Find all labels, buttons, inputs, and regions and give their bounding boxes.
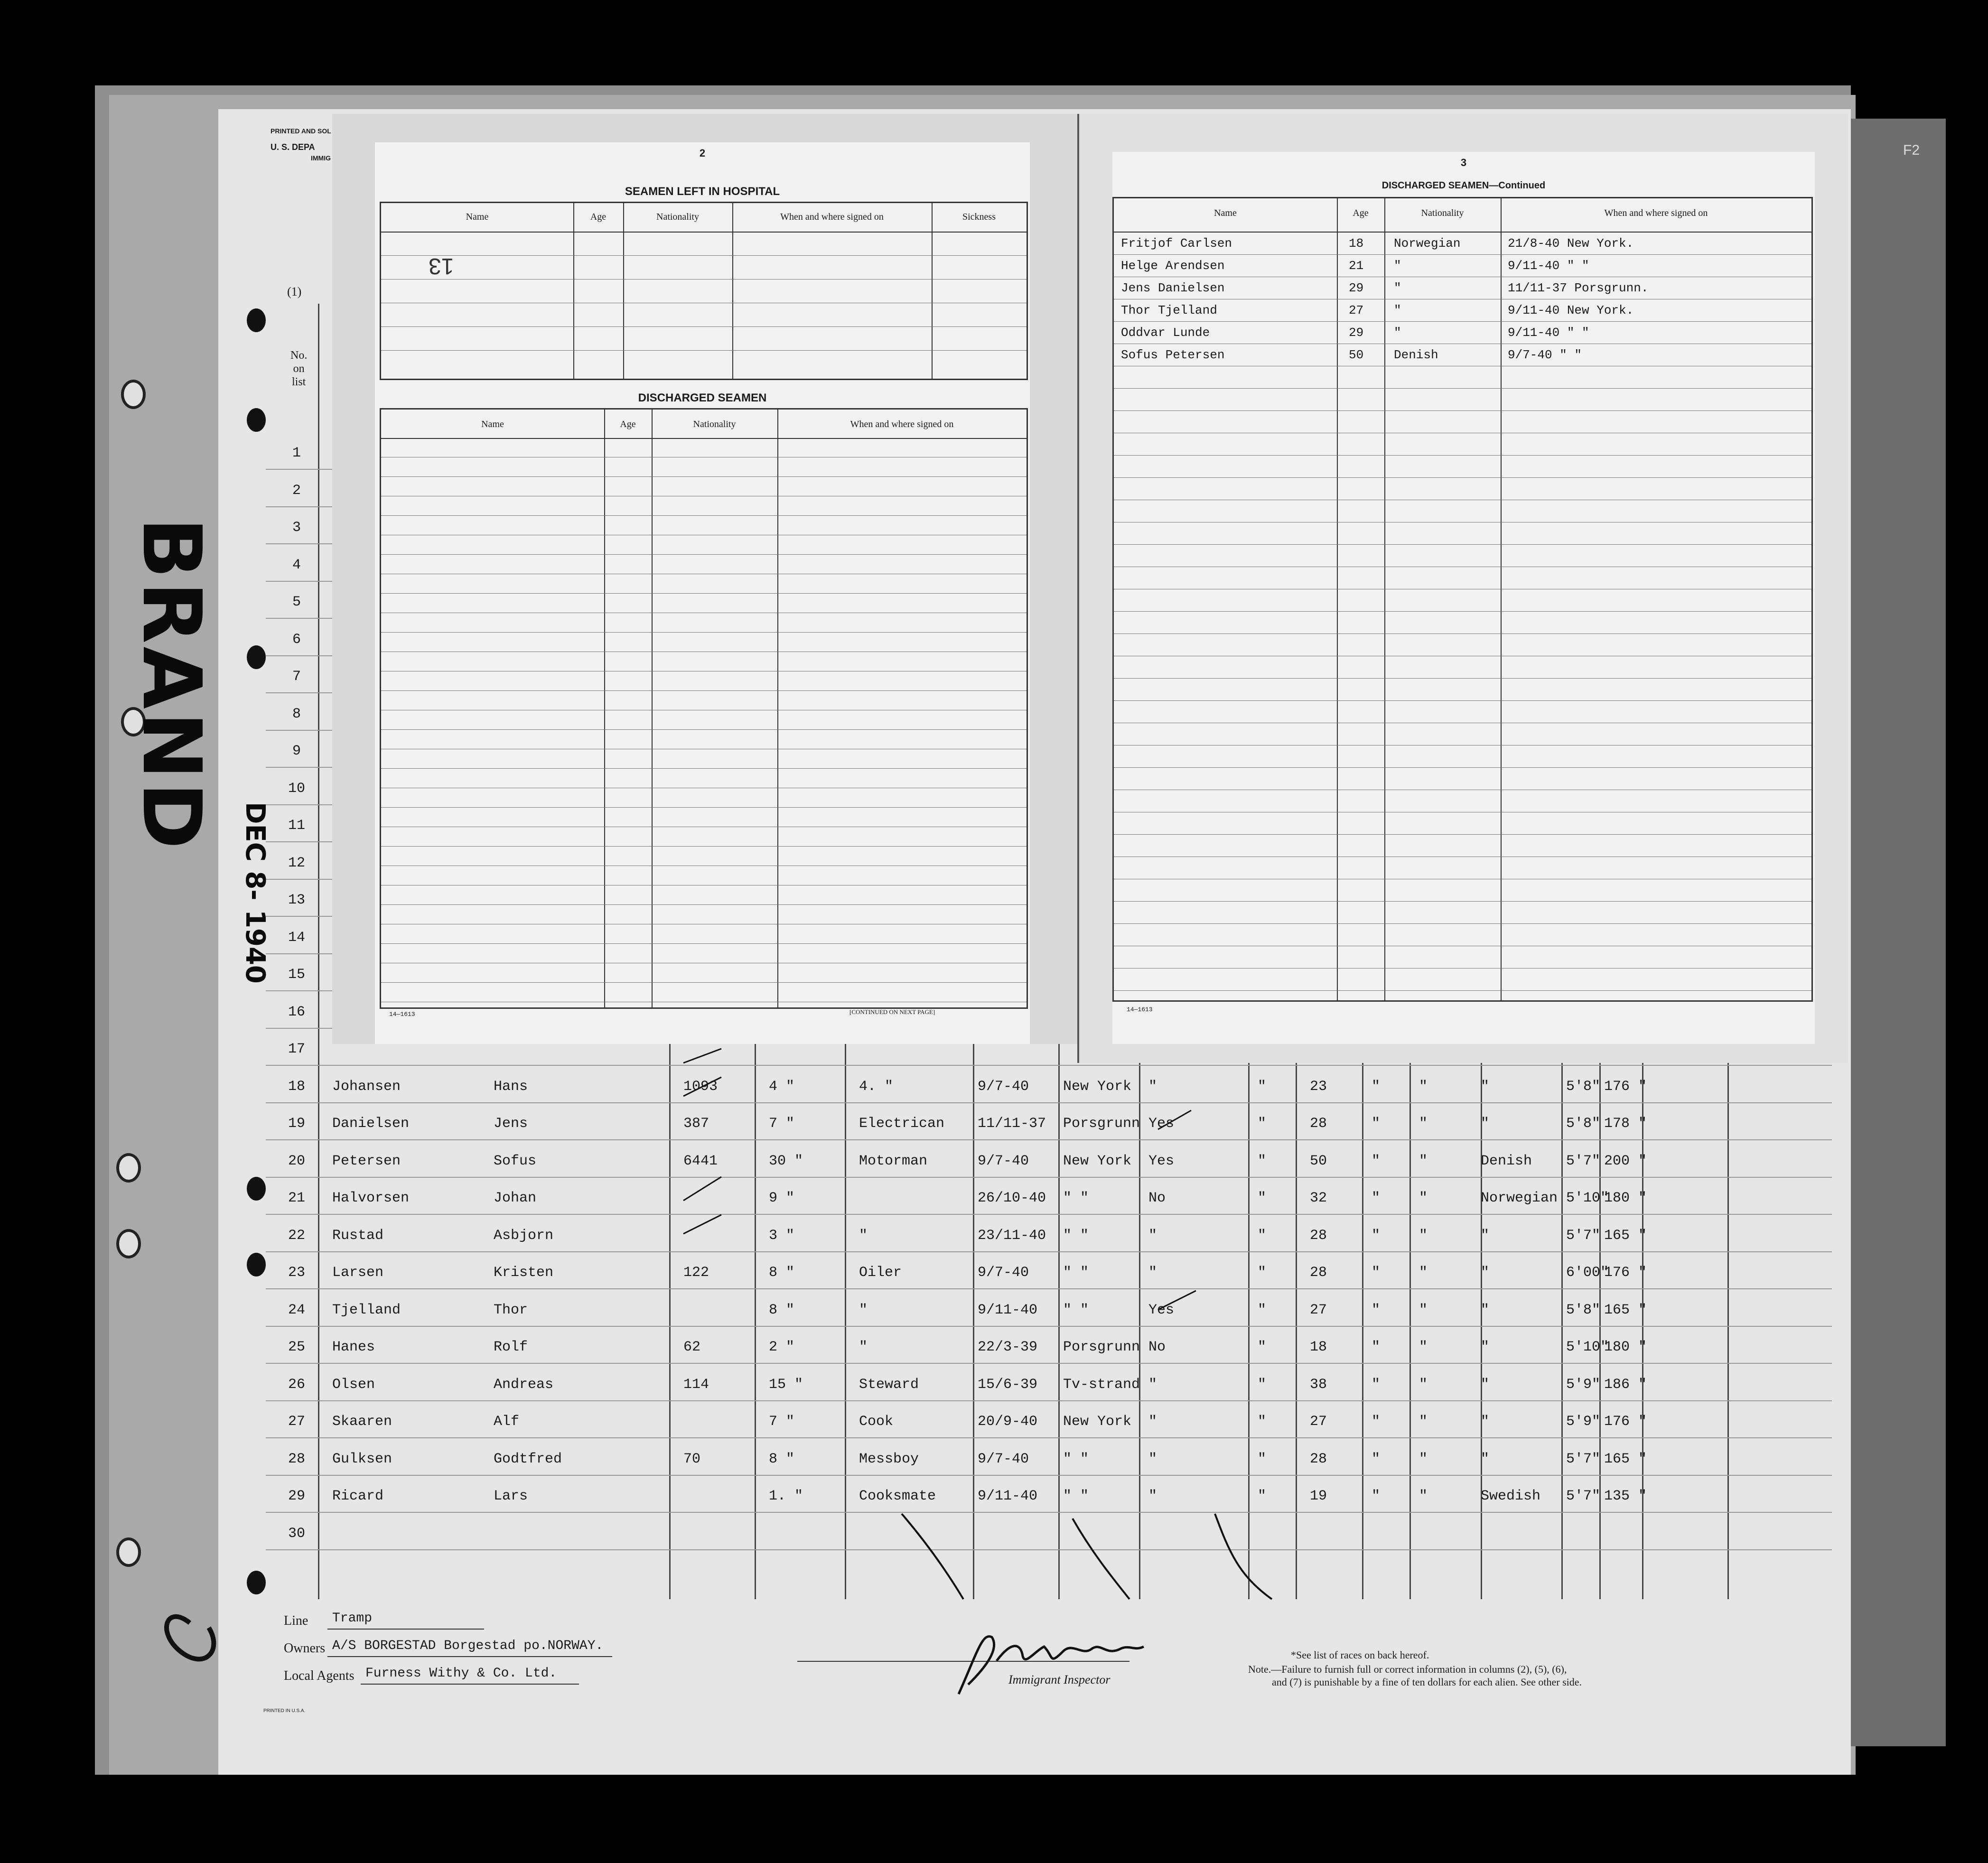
cell-given-name: Kristen bbox=[494, 1265, 554, 1281]
cell-col-mark: " bbox=[1419, 1078, 1428, 1095]
row-number: 17 bbox=[288, 1041, 305, 1057]
cell-col-answer: " bbox=[1148, 1488, 1157, 1504]
cell-place-signed: Tv-strand bbox=[1063, 1376, 1140, 1393]
cell-col-answer: " bbox=[1148, 1078, 1157, 1095]
cell-years: 8 " bbox=[769, 1302, 795, 1318]
cell-date-signed: 9/11-40 bbox=[978, 1302, 1038, 1318]
cell-weight: 165 " bbox=[1604, 1302, 1647, 1318]
cell-col-mark: " bbox=[1372, 1451, 1381, 1467]
cell-weight: 176 " bbox=[1604, 1414, 1647, 1430]
cell-rank: Steward bbox=[859, 1376, 919, 1393]
discharged-nationality: Denish bbox=[1394, 348, 1438, 362]
row-number: 1 bbox=[292, 445, 301, 461]
discharged-continued-title: DISCHARGED SEAMEN—Continued bbox=[1381, 180, 1546, 191]
cell-nationality: " bbox=[1481, 1339, 1490, 1355]
cell-col-answer: Yes bbox=[1148, 1302, 1175, 1318]
cell-col-mark: " bbox=[1258, 1488, 1267, 1504]
cell-weight: 135 " bbox=[1604, 1488, 1647, 1504]
cell-place-signed: " " bbox=[1063, 1227, 1089, 1244]
cell-height: 5'7" bbox=[1566, 1153, 1601, 1169]
cell-col-answer: No bbox=[1148, 1190, 1166, 1206]
cell-date-signed: 9/7-40 bbox=[978, 1078, 1029, 1095]
immig-label: IMMIG bbox=[311, 154, 331, 162]
row-number: 30 bbox=[288, 1525, 305, 1542]
cell-col-mark: " bbox=[1258, 1190, 1267, 1206]
discharged-signed-on: 9/7-40 " " bbox=[1508, 348, 1582, 362]
hospital-title: SEAMEN LEFT IN HOSPITAL bbox=[625, 185, 780, 198]
cell-height: 5'8" bbox=[1566, 1078, 1601, 1095]
cell-col-mark: " bbox=[1372, 1488, 1381, 1504]
cell-age: 50 bbox=[1310, 1153, 1327, 1169]
note-line-2: and (7) is punishable by a fine of ten dollars for each alien. See other side. bbox=[1272, 1676, 1582, 1688]
cell-height: 5'7" bbox=[1566, 1227, 1601, 1244]
col-age: Age bbox=[620, 419, 636, 429]
cell-height: 5'8" bbox=[1566, 1302, 1601, 1318]
row-number: 11 bbox=[288, 818, 305, 834]
cell-years: 30 " bbox=[769, 1153, 803, 1169]
col-age: Age bbox=[1353, 208, 1369, 218]
col-sickness: Sickness bbox=[962, 212, 996, 222]
discharged-name: Fritjof Carlsen bbox=[1121, 236, 1232, 251]
col-signed-on: When and where signed on bbox=[850, 419, 954, 429]
cell-given-name: Alf bbox=[494, 1414, 520, 1430]
discharged-signed-on: 9/11-40 " " bbox=[1508, 326, 1589, 340]
row-number: 3 bbox=[292, 520, 301, 536]
cell-nationality: " bbox=[1481, 1414, 1490, 1430]
row-number: 18 bbox=[288, 1078, 305, 1095]
cell-age: 28 bbox=[1310, 1265, 1327, 1281]
discharged-name: Helge Arendsen bbox=[1121, 259, 1225, 273]
cell-age: 27 bbox=[1310, 1302, 1327, 1318]
cell-surname: Larsen bbox=[332, 1265, 384, 1281]
cell-nationality: " bbox=[1481, 1451, 1490, 1467]
cell-col-mark: " bbox=[1419, 1190, 1428, 1206]
cell-weight: 200 " bbox=[1604, 1153, 1647, 1169]
corner-mark: F2 bbox=[1903, 142, 1920, 158]
cell-given-name: Andreas bbox=[494, 1376, 554, 1393]
cell-nationality: " bbox=[1481, 1265, 1490, 1281]
row-number: 7 bbox=[292, 669, 301, 685]
discharged-age: 29 bbox=[1349, 326, 1364, 340]
discharged-age: 29 bbox=[1349, 281, 1364, 295]
cell-date-signed: 9/7-40 bbox=[978, 1265, 1029, 1281]
cell-nationality: " bbox=[1481, 1376, 1490, 1393]
cell-date-signed: 26/10-40 bbox=[978, 1190, 1046, 1206]
cell-col-answer: " bbox=[1148, 1265, 1157, 1281]
cell-given-name: Lars bbox=[494, 1488, 528, 1504]
discharged-age: 18 bbox=[1349, 236, 1364, 251]
row-number: 13 bbox=[288, 892, 305, 908]
discharged-age: 27 bbox=[1349, 303, 1364, 317]
cell-col-answer: Yes bbox=[1148, 1153, 1175, 1169]
cell-number: 70 bbox=[683, 1451, 701, 1467]
discharged-signed-on: 9/11-40 New York. bbox=[1508, 303, 1634, 317]
cell-nationality: Norwegian bbox=[1481, 1190, 1558, 1206]
cell-col-mark: " bbox=[1419, 1116, 1428, 1132]
cell-given-name: Rolf bbox=[494, 1339, 528, 1355]
cell-place-signed: Porsgrunn bbox=[1063, 1339, 1140, 1355]
cell-col-answer: " bbox=[1148, 1451, 1157, 1467]
discharged-signed-on: 21/8-40 New York. bbox=[1508, 236, 1634, 251]
cell-number: 6441 bbox=[683, 1153, 718, 1169]
cell-years: 2 " bbox=[769, 1339, 795, 1355]
row-number: 21 bbox=[288, 1190, 305, 1206]
line-label: Line bbox=[284, 1613, 308, 1628]
cell-years: 7 " bbox=[769, 1414, 795, 1430]
discharged-name: Sofus Petersen bbox=[1121, 348, 1225, 362]
cell-col-answer: " bbox=[1148, 1414, 1157, 1430]
no-on-list-label: No. on list bbox=[290, 349, 308, 388]
hospital-marking: 13 bbox=[429, 253, 454, 279]
cell-rank: 4. " bbox=[859, 1078, 894, 1095]
cell-number: 387 bbox=[683, 1116, 709, 1132]
cell-col-mark: " bbox=[1372, 1227, 1381, 1244]
row-number: 25 bbox=[288, 1339, 305, 1355]
discharged-name: Oddvar Lunde bbox=[1121, 326, 1210, 340]
cell-rank: " bbox=[859, 1339, 868, 1355]
col-name: Name bbox=[481, 419, 504, 429]
printed-usa: PRINTED IN U.S.A. bbox=[263, 1708, 306, 1714]
cell-age: 23 bbox=[1310, 1078, 1327, 1095]
cell-col-mark: " bbox=[1258, 1339, 1267, 1355]
discharged-nationality: " bbox=[1394, 281, 1401, 295]
cell-age: 27 bbox=[1310, 1414, 1327, 1430]
discharged-signed-on: 11/11-37 Porsgrunn. bbox=[1508, 281, 1649, 295]
row-number: 22 bbox=[288, 1227, 305, 1244]
cell-number: 62 bbox=[683, 1339, 701, 1355]
cell-col-mark: " bbox=[1372, 1265, 1381, 1281]
row-number: 20 bbox=[288, 1153, 305, 1169]
cell-nationality: " bbox=[1481, 1302, 1490, 1318]
discharged-age: 21 bbox=[1349, 259, 1364, 273]
cell-col-mark: " bbox=[1372, 1339, 1381, 1355]
cell-given-name: Jens bbox=[494, 1116, 528, 1132]
cell-weight: 180 " bbox=[1604, 1190, 1647, 1206]
cell-date-signed: 15/6-39 bbox=[978, 1376, 1038, 1393]
cell-age: 28 bbox=[1310, 1451, 1327, 1467]
cell-col-mark: " bbox=[1419, 1488, 1428, 1504]
cell-rank: Cook bbox=[859, 1414, 894, 1430]
cell-age: 18 bbox=[1310, 1339, 1327, 1355]
row-number: 8 bbox=[292, 706, 301, 722]
col-nationality: Nationality bbox=[656, 212, 699, 222]
line-value: Tramp bbox=[332, 1611, 373, 1626]
row-number: 15 bbox=[288, 967, 305, 983]
cell-height: 5'9" bbox=[1566, 1414, 1601, 1430]
cell-surname: Johansen bbox=[332, 1078, 401, 1095]
row-number: 24 bbox=[288, 1302, 305, 1318]
cell-col-mark: " bbox=[1258, 1451, 1267, 1467]
col-signed-on: When and where signed on bbox=[780, 212, 884, 222]
cell-col-mark: " bbox=[1372, 1153, 1381, 1169]
owners-value: A/S BORGESTAD Borgestad po.NORWAY. bbox=[332, 1639, 604, 1653]
cell-given-name: Asbjorn bbox=[494, 1227, 554, 1244]
cell-col-mark: " bbox=[1419, 1227, 1428, 1244]
cell-weight: 178 " bbox=[1604, 1116, 1647, 1132]
cell-col-mark: " bbox=[1258, 1227, 1267, 1244]
cell-date-signed: 9/11-40 bbox=[978, 1488, 1038, 1504]
cell-number: 1093 bbox=[683, 1078, 718, 1095]
cell-surname: Skaaren bbox=[332, 1414, 392, 1430]
cell-number: 122 bbox=[683, 1265, 709, 1281]
discharged-nationality: " bbox=[1394, 259, 1401, 273]
col-nationality: Nationality bbox=[693, 419, 736, 429]
cell-place-signed: Porsgrunn bbox=[1063, 1116, 1140, 1132]
row-number: 6 bbox=[292, 631, 301, 648]
cell-col-mark: " bbox=[1419, 1302, 1428, 1318]
cell-place-signed: New York bbox=[1063, 1078, 1132, 1095]
cell-col-mark: " bbox=[1258, 1302, 1267, 1318]
cell-date-signed: 9/7-40 bbox=[978, 1153, 1029, 1169]
cell-weight: 176 " bbox=[1604, 1078, 1647, 1095]
cell-rank: Messboy bbox=[859, 1451, 919, 1467]
row-number: 26 bbox=[288, 1376, 305, 1393]
cell-years: 9 " bbox=[769, 1190, 795, 1206]
printed-label: PRINTED AND SOL bbox=[271, 127, 331, 135]
agents-value: Furness Withy & Co. Ltd. bbox=[365, 1666, 557, 1681]
cell-rank: Electrican bbox=[859, 1116, 945, 1132]
row-number: 10 bbox=[288, 780, 305, 797]
discharged-name: Jens Danielsen bbox=[1121, 281, 1225, 295]
cell-surname: Petersen bbox=[332, 1153, 401, 1169]
cell-years: 4 " bbox=[769, 1078, 795, 1095]
cell-col-mark: " bbox=[1419, 1451, 1428, 1467]
row-number: 28 bbox=[288, 1451, 305, 1467]
cell-col-mark: " bbox=[1372, 1376, 1381, 1393]
cell-given-name: Johan bbox=[494, 1190, 537, 1206]
cell-col-answer: No bbox=[1148, 1339, 1166, 1355]
cell-nationality: " bbox=[1481, 1116, 1490, 1132]
form-number-left: 14—1613 bbox=[389, 1011, 415, 1018]
cell-col-mark: " bbox=[1419, 1153, 1428, 1169]
cell-date-signed: 9/7-40 bbox=[978, 1451, 1029, 1467]
cell-years: 8 " bbox=[769, 1265, 795, 1281]
cell-col-mark: " bbox=[1258, 1153, 1267, 1169]
cell-col-mark: " bbox=[1258, 1376, 1267, 1393]
cell-rank: Motorman bbox=[859, 1153, 928, 1169]
discharged-age: 50 bbox=[1349, 348, 1364, 362]
cell-col-mark: " bbox=[1258, 1116, 1267, 1132]
dept-label: U. S. DEPA bbox=[271, 142, 315, 152]
discharged-nationality: " bbox=[1394, 303, 1401, 317]
cell-years: 7 " bbox=[769, 1116, 795, 1132]
cell-date-signed: 22/3-39 bbox=[978, 1339, 1038, 1355]
cell-age: 32 bbox=[1310, 1190, 1327, 1206]
discharged-title: DISCHARGED SEAMEN bbox=[638, 391, 767, 404]
cell-given-name: Godtfred bbox=[494, 1451, 562, 1467]
cell-nationality: " bbox=[1481, 1078, 1490, 1095]
col-name: Name bbox=[1214, 208, 1237, 218]
col-age: Age bbox=[590, 212, 607, 222]
row-number: 19 bbox=[288, 1116, 305, 1132]
col-signed-on: When and where signed on bbox=[1604, 208, 1708, 218]
continued-note: [CONTINUED ON NEXT PAGE] bbox=[849, 1008, 935, 1015]
cell-years: 1. " bbox=[769, 1488, 803, 1504]
cell-date-signed: 11/11-37 bbox=[978, 1116, 1046, 1132]
cell-col-mark: " bbox=[1372, 1116, 1381, 1132]
cell-col-mark: " bbox=[1258, 1265, 1267, 1281]
cell-number: 114 bbox=[683, 1376, 709, 1393]
cell-col-mark: " bbox=[1372, 1190, 1381, 1206]
cell-given-name: Thor bbox=[494, 1302, 528, 1318]
cell-height: 5'10" bbox=[1566, 1190, 1609, 1206]
brand-stamp: BRAND bbox=[124, 517, 218, 852]
agents-label: Local Agents bbox=[284, 1668, 355, 1683]
cell-col-mark: " bbox=[1372, 1302, 1381, 1318]
cell-given-name: Hans bbox=[494, 1078, 528, 1095]
cell-surname: Danielsen bbox=[332, 1116, 410, 1132]
col-nationality: Nationality bbox=[1421, 208, 1464, 218]
cell-height: 6'00" bbox=[1566, 1265, 1609, 1281]
cell-age: 19 bbox=[1310, 1488, 1327, 1504]
inspector-label: Immigrant Inspector bbox=[1008, 1673, 1111, 1686]
cell-weight: 186 " bbox=[1604, 1376, 1647, 1393]
col-1-label: (1) bbox=[287, 285, 302, 298]
page-number-left: 2 bbox=[699, 147, 706, 159]
row-number: 29 bbox=[288, 1488, 305, 1504]
cell-nationality: Denish bbox=[1481, 1153, 1532, 1169]
cell-col-mark: " bbox=[1372, 1414, 1381, 1430]
cell-col-mark: " bbox=[1419, 1376, 1428, 1393]
cell-weight: 176 " bbox=[1604, 1265, 1647, 1281]
cell-rank: Oiler bbox=[859, 1265, 902, 1281]
cell-rank: Cooksmate bbox=[859, 1488, 936, 1504]
col-name: Name bbox=[466, 212, 489, 222]
cell-height: 5'7" bbox=[1566, 1488, 1601, 1504]
row-number: 2 bbox=[292, 482, 301, 499]
cell-age: 28 bbox=[1310, 1227, 1327, 1244]
cell-years: 3 " bbox=[769, 1227, 795, 1244]
cell-nationality: " bbox=[1481, 1227, 1490, 1244]
row-number: 27 bbox=[288, 1414, 305, 1430]
cell-surname: Hanes bbox=[332, 1339, 375, 1355]
cell-weight: 180 " bbox=[1604, 1339, 1647, 1355]
cell-weight: 165 " bbox=[1604, 1451, 1647, 1467]
row-number: 12 bbox=[288, 855, 305, 871]
cell-surname: Gulksen bbox=[332, 1451, 392, 1467]
cell-col-mark: " bbox=[1258, 1414, 1267, 1430]
cell-surname: Halvorsen bbox=[332, 1190, 410, 1206]
cell-place-signed: " " bbox=[1063, 1190, 1089, 1206]
form-number-right: 14—1613 bbox=[1127, 1006, 1153, 1013]
cell-place-signed: New York bbox=[1063, 1153, 1132, 1169]
cell-surname: Rustad bbox=[332, 1227, 384, 1244]
discharged-signed-on: 9/11-40 " " bbox=[1508, 259, 1589, 273]
cell-col-answer: Yes bbox=[1148, 1116, 1175, 1132]
cell-col-mark: " bbox=[1372, 1078, 1381, 1095]
page-number-right: 3 bbox=[1460, 157, 1467, 168]
cell-surname: Tjelland bbox=[332, 1302, 401, 1318]
cell-place-signed: New York bbox=[1063, 1414, 1132, 1430]
row-number: 4 bbox=[292, 557, 301, 573]
cell-col-mark: " bbox=[1419, 1414, 1428, 1430]
discharged-name: Thor Tjelland bbox=[1121, 303, 1217, 317]
cell-col-mark: " bbox=[1419, 1339, 1428, 1355]
cell-nationality: Swedish bbox=[1481, 1488, 1541, 1504]
cell-place-signed: " " bbox=[1063, 1302, 1089, 1318]
races-note: *See list of races on back hereof. bbox=[1291, 1649, 1429, 1661]
row-number: 14 bbox=[288, 929, 305, 946]
row-number: 9 bbox=[292, 743, 301, 759]
note-line-1: Note.—Failure to furnish full or correct information in columns (2), (5), (6), bbox=[1248, 1663, 1567, 1675]
cell-rank: " bbox=[859, 1227, 868, 1244]
cell-col-answer: " bbox=[1148, 1376, 1157, 1393]
row-number: 16 bbox=[288, 1004, 305, 1020]
owners-label: Owners bbox=[284, 1641, 326, 1656]
date-stamp: DEC 8- 1940 bbox=[240, 802, 271, 984]
cell-given-name: Sofus bbox=[494, 1153, 537, 1169]
cell-surname: Olsen bbox=[332, 1376, 375, 1393]
cell-rank: " bbox=[859, 1302, 868, 1318]
cell-height: 5'9" bbox=[1566, 1376, 1601, 1393]
cell-age: 38 bbox=[1310, 1376, 1327, 1393]
cell-col-answer: " bbox=[1148, 1227, 1157, 1244]
cell-col-mark: " bbox=[1419, 1265, 1428, 1281]
cell-date-signed: 20/9-40 bbox=[978, 1414, 1038, 1430]
cell-years: 15 " bbox=[769, 1376, 803, 1393]
cell-height: 5'7" bbox=[1566, 1451, 1601, 1467]
cell-date-signed: 23/11-40 bbox=[978, 1227, 1046, 1244]
discharged-nationality: Norwegian bbox=[1394, 236, 1461, 251]
cell-age: 28 bbox=[1310, 1116, 1327, 1132]
discharged-nationality: " bbox=[1394, 326, 1401, 340]
cell-surname: Ricard bbox=[332, 1488, 384, 1504]
cell-height: 5'10" bbox=[1566, 1339, 1609, 1355]
cell-place-signed: " " bbox=[1063, 1265, 1089, 1281]
row-number: 23 bbox=[288, 1265, 305, 1281]
cell-weight: 165 " bbox=[1604, 1227, 1647, 1244]
cell-years: 8 " bbox=[769, 1451, 795, 1467]
row-number: 5 bbox=[292, 594, 301, 610]
cell-place-signed: " " bbox=[1063, 1451, 1089, 1467]
cell-place-signed: " " bbox=[1063, 1488, 1089, 1504]
cell-col-mark: " bbox=[1258, 1078, 1267, 1095]
cell-height: 5'8" bbox=[1566, 1116, 1601, 1132]
